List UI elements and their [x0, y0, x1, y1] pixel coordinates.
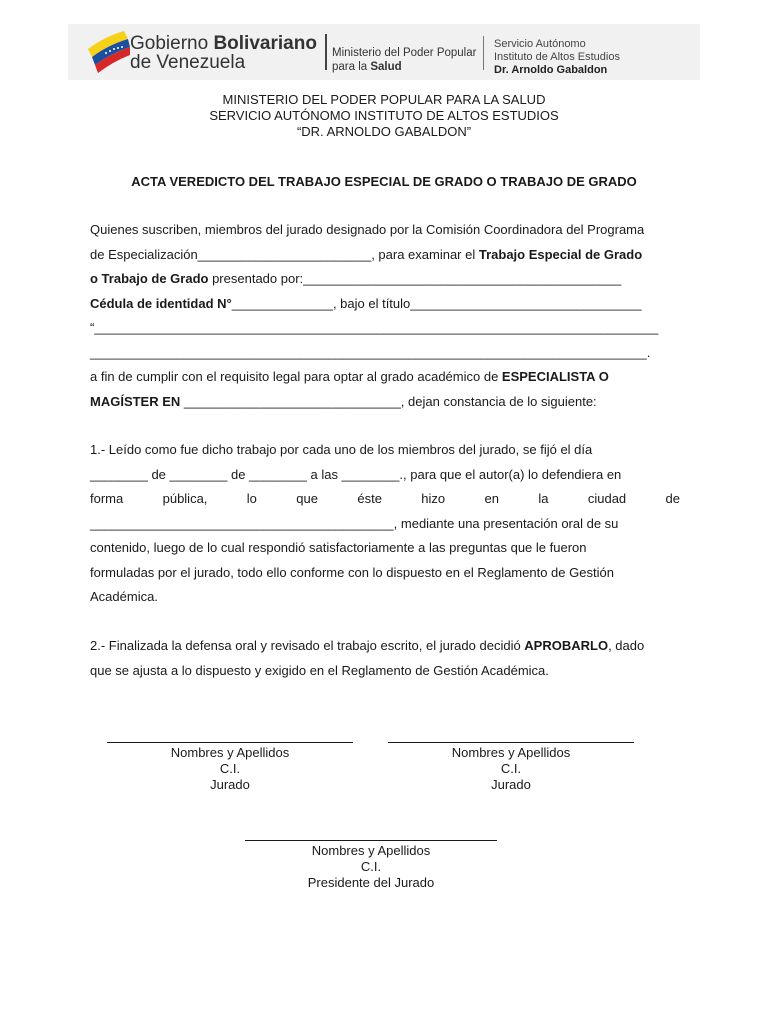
p1-line2-b: Trabajo Especial de Grado: [478, 246, 643, 262]
p1-line7: [90, 365, 680, 390]
signature-line: [245, 840, 497, 841]
divider: [483, 36, 484, 70]
gov-line2: de Venezuela: [130, 52, 246, 73]
p1-line7-b: ESPECIALISTA O: [501, 369, 609, 384]
signature-name: Nombres y Apellidos: [170, 745, 290, 760]
p2-line2: ________ de ________ de ________ a las ________., para que el autor(a) lo defendiera en: [90, 466, 622, 482]
signature-block-3: [244, 840, 498, 891]
signature-name: Nombres y Apellidos: [311, 843, 431, 858]
signature-block-2: [387, 742, 635, 793]
institution-line1: MINISTERIO DEL PODER POPULAR PARA LA SALUD: [222, 92, 546, 107]
signature-role: Jurado: [491, 777, 531, 792]
signature-ci: C.I.: [360, 859, 382, 874]
ministry-line1: Ministerio del Poder Popular: [332, 47, 477, 59]
p1-line8-a: MAGÍSTER EN: [90, 393, 181, 409]
institution-line3: “DR. ARNOLDO GABALDON”: [296, 124, 472, 139]
p2-line7: Académica.: [90, 589, 158, 604]
venezuela-flag-icon: [84, 27, 132, 75]
gov-line1-b: Bolivariano: [213, 33, 317, 54]
p1-line3: [90, 267, 680, 292]
p1-line4: [90, 292, 680, 317]
p2-line3: forma pública, lo que éste hizo en la ciudad de: [90, 491, 680, 506]
service-text: [494, 38, 620, 77]
p1-line6: _____________________________________________________________________________.: [90, 344, 651, 360]
p3-line1-c: , dado: [608, 638, 645, 653]
p1-line8: [90, 390, 680, 415]
p1-line3-a: o Trabajo de Grado: [90, 271, 209, 286]
signature-block-1: [106, 742, 354, 793]
sa-line2: Instituto de Altos Estudios: [494, 51, 620, 63]
p1-line8-b: ______________________________, dejan constancia de lo siguiente:: [180, 393, 597, 409]
p1-line1: Quienes suscriben, miembros del jurado designado por la Comisión Coordinadora del Programa: [90, 222, 645, 237]
signature-name: Nombres y Apellidos: [451, 745, 571, 760]
p1-line4-b: ______________, bajo el título________________________________: [231, 295, 642, 311]
ministry-line2-b: Salud: [370, 61, 402, 73]
paragraph-3: [90, 634, 680, 683]
p1-line3-b: presentado por:____________________________________________: [208, 271, 622, 286]
signature-line: [388, 742, 634, 743]
p3-line2: que se ajusta a lo dispuesto y exigido en el Reglamento de Gestión Académica.: [90, 662, 549, 678]
p3-line1-a: 2.- Finalizada la defensa oral y revisado el trabajo escrito, el jurado decidió: [90, 638, 525, 653]
signature-ci: C.I.: [500, 761, 522, 776]
p2-line1: 1.- Leído como fue dicho trabajo por cada uno de los miembros del jurado, se fijó el día: [90, 442, 593, 457]
gov-line1-a: Gobierno: [130, 33, 214, 54]
p2-line6: formuladas por el jurado, todo ello conforme con lo dispuesto en el Reglamento de Gestión: [90, 564, 614, 580]
header-banner: [68, 24, 700, 80]
document-title: ACTA VEREDICTO DEL TRABAJO ESPECIAL DE GRADO O TRABAJO DE GRADO: [131, 174, 637, 189]
p1-line5: “______________________________________________________________________________: [90, 320, 659, 335]
p1-line7-a: a fin de cumplir con el requisito legal para optar al grado académico de: [90, 369, 502, 384]
p3-line1-b: APROBARLO: [524, 638, 609, 653]
divider: [325, 34, 327, 70]
sa-line1: Servicio Autónomo: [494, 38, 586, 50]
signature-role: Jurado: [210, 777, 250, 792]
paragraph-2: [90, 438, 680, 610]
signature-line: [107, 742, 353, 743]
p2-line5: contenido, luego de lo cual respondió satisfactoriamente a las preguntas que le fueron: [90, 540, 587, 555]
paragraph-1: [90, 218, 680, 414]
p1-line2: [90, 243, 680, 268]
signature-ci: C.I.: [219, 761, 241, 776]
p3-line1: [90, 634, 680, 659]
sa-line3: Dr. Arnoldo Gabaldon: [494, 64, 608, 76]
institution-line2: SERVICIO AUTÓNOMO INSTITUTO DE ALTOS ESTUDIOS: [209, 108, 559, 123]
ministry-text: [332, 46, 476, 74]
ministry-line2-a: para la: [332, 61, 371, 73]
government-logo-text: [130, 34, 317, 72]
p2-line4: __________________________________________, mediante una presentación oral de su: [90, 515, 619, 531]
signature-role: Presidente del Jurado: [307, 875, 435, 890]
p1-line4-a: Cédula de identidad N°: [90, 295, 232, 311]
p1-line2-a: de Especialización________________________, para examinar el: [90, 246, 479, 262]
institution-heading: [0, 92, 768, 140]
